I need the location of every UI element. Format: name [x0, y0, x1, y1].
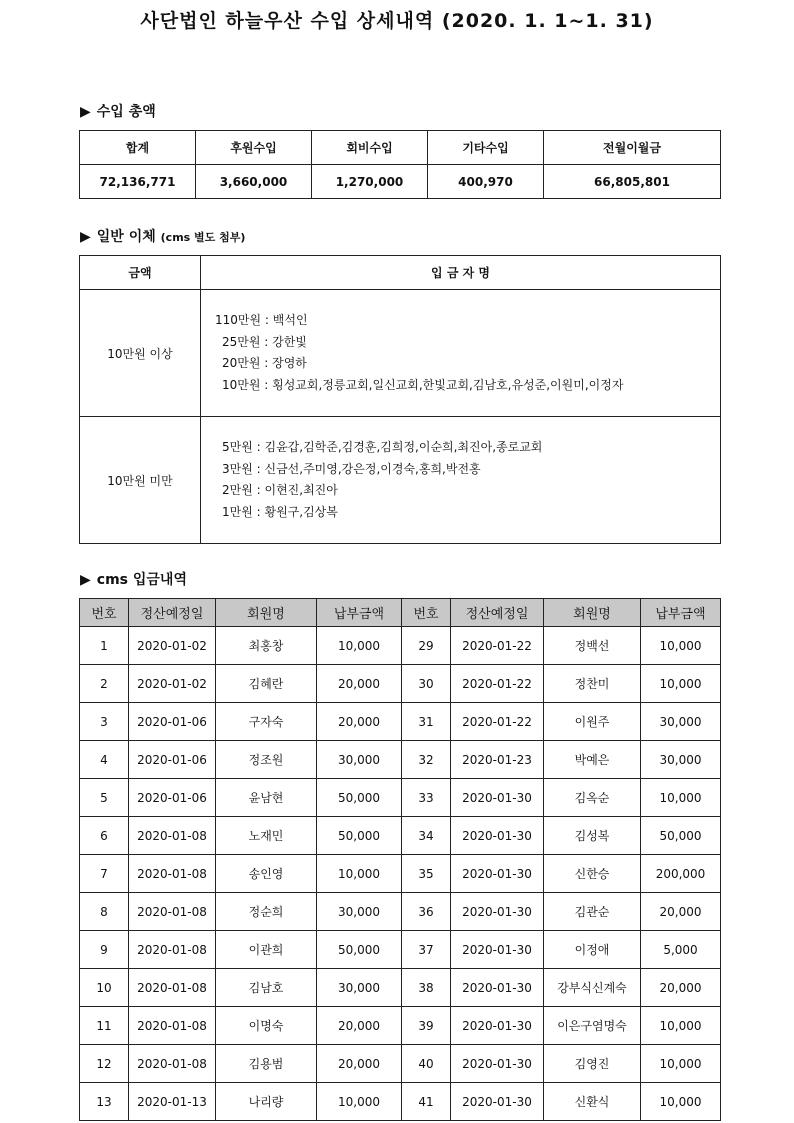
- summary-header-cell: 전월이월금: [544, 131, 721, 165]
- summary-section-label: 수입 총액: [96, 104, 156, 120]
- summary-header-row: [80, 131, 721, 165]
- table-row: [80, 855, 721, 893]
- row-number-cell: 40: [402, 1045, 451, 1083]
- payment-amount-cell: 30,000: [317, 893, 402, 931]
- settlement-date-cell: 2020-01-08: [129, 1045, 216, 1083]
- general-amount-cell: 10만원 이상: [80, 290, 201, 417]
- settlement-date-cell: 2020-01-22: [451, 627, 544, 665]
- payment-amount-cell: 50,000: [317, 779, 402, 817]
- settlement-date-cell: 2020-01-06: [129, 779, 216, 817]
- page-title: 사단법인 하늘우산 수입 상세내역 (2020. 1. 1~1. 31): [140, 10, 654, 32]
- payment-amount-cell: 10,000: [317, 627, 402, 665]
- payment-amount-cell: 10,000: [641, 627, 721, 665]
- row-number-cell: 11: [80, 1007, 129, 1045]
- cms-header-cell: 납부금액: [317, 599, 402, 627]
- donor-line: 10만원 : 횡성교회,정릉교회,일신교회,한빛교회,김남호,유성준,이원미,이정자: [222, 377, 624, 392]
- general-header-cell: 입 금 자 명: [201, 256, 721, 290]
- member-name-cell: 김용범: [216, 1045, 317, 1083]
- settlement-date-cell: 2020-01-30: [451, 1045, 544, 1083]
- member-name-cell: 박예은: [544, 741, 641, 779]
- summary-section-heading: [80, 101, 156, 121]
- table-row: [80, 741, 721, 779]
- table-row: [80, 1045, 721, 1083]
- row-number-cell: 38: [402, 969, 451, 1007]
- donor-line: 1만원 : 황원구,김상복: [222, 504, 338, 519]
- cms-header-cell: 회원명: [216, 599, 317, 627]
- row-number-cell: 37: [402, 931, 451, 969]
- table-row: [80, 931, 721, 969]
- member-name-cell: 김영진: [544, 1045, 641, 1083]
- general-names-cell: [201, 417, 721, 544]
- general-transfer-table: [79, 255, 721, 544]
- row-number-cell: 2: [80, 665, 129, 703]
- donor-line: 20만원 : 장영하: [222, 356, 307, 370]
- settlement-date-cell: 2020-01-30: [451, 931, 544, 969]
- cms-section-heading: [80, 569, 187, 589]
- payment-amount-cell: 20,000: [317, 665, 402, 703]
- member-name-cell: 노재민: [216, 817, 317, 855]
- donor-line: 2만원 : 이현진,최진아: [222, 483, 338, 497]
- payment-amount-cell: 10,000: [641, 1045, 721, 1083]
- settlement-date-cell: 2020-01-02: [129, 665, 216, 703]
- cms-header-cell: 납부금액: [641, 599, 721, 627]
- row-number-cell: 29: [402, 627, 451, 665]
- table-row: [80, 969, 721, 1007]
- payment-amount-cell: 200,000: [641, 855, 721, 893]
- member-name-cell: 이원주: [544, 703, 641, 741]
- triangle-bullet-icon: ▶: [80, 229, 91, 245]
- general-row: [80, 290, 721, 417]
- table-row: [80, 627, 721, 665]
- cms-header-cell: 번호: [402, 599, 451, 627]
- member-name-cell: 김옥순: [544, 779, 641, 817]
- row-number-cell: 39: [402, 1007, 451, 1045]
- cms-deposit-table: [79, 598, 721, 1121]
- general-amount-cell: 10만원 미만: [80, 417, 201, 544]
- cms-header-cell: 정산예정일: [451, 599, 544, 627]
- general-header-row: [80, 256, 721, 290]
- payment-amount-cell: 20,000: [641, 969, 721, 1007]
- settlement-date-cell: 2020-01-02: [129, 627, 216, 665]
- settlement-date-cell: 2020-01-22: [451, 703, 544, 741]
- triangle-bullet-icon: ▶: [80, 104, 91, 120]
- general-section-label: 일반 이체: [96, 229, 156, 245]
- payment-amount-cell: 50,000: [641, 817, 721, 855]
- payment-amount-cell: 30,000: [317, 969, 402, 1007]
- row-number-cell: 1: [80, 627, 129, 665]
- summary-value-cell: 400,970: [428, 165, 544, 199]
- row-number-cell: 4: [80, 741, 129, 779]
- settlement-date-cell: 2020-01-30: [451, 817, 544, 855]
- settlement-date-cell: 2020-01-30: [451, 1007, 544, 1045]
- table-row: [80, 703, 721, 741]
- member-name-cell: 정백선: [544, 627, 641, 665]
- cms-header-cell: 번호: [80, 599, 129, 627]
- table-row: [80, 1083, 721, 1121]
- member-name-cell: 김혜란: [216, 665, 317, 703]
- settlement-date-cell: 2020-01-30: [451, 855, 544, 893]
- summary-value-cell: 66,805,801: [544, 165, 721, 199]
- general-header-cell: 금액: [80, 256, 201, 290]
- donor-line: 3만원 : 신금선,주미영,강은정,이경숙,홍희,박전홍: [222, 461, 481, 476]
- member-name-cell: 구자숙: [216, 703, 317, 741]
- settlement-date-cell: 2020-01-06: [129, 703, 216, 741]
- member-name-cell: 이정애: [544, 931, 641, 969]
- table-row: [80, 1007, 721, 1045]
- settlement-date-cell: 2020-01-30: [451, 1083, 544, 1121]
- payment-amount-cell: 30,000: [317, 741, 402, 779]
- summary-header-cell: 기타수입: [428, 131, 544, 165]
- table-row: [80, 665, 721, 703]
- donor-line: 25만원 : 강한빛: [222, 334, 307, 349]
- payment-amount-cell: 10,000: [641, 665, 721, 703]
- summary-header-cell: 회비수입: [312, 131, 428, 165]
- row-number-cell: 3: [80, 703, 129, 741]
- general-row: [80, 417, 721, 544]
- member-name-cell: 이은구염명숙: [544, 1007, 641, 1045]
- row-number-cell: 33: [402, 779, 451, 817]
- member-name-cell: 김남호: [216, 969, 317, 1007]
- member-name-cell: 김관순: [544, 893, 641, 931]
- member-name-cell: 김성복: [544, 817, 641, 855]
- row-number-cell: 8: [80, 893, 129, 931]
- settlement-date-cell: 2020-01-08: [129, 1007, 216, 1045]
- payment-amount-cell: 5,000: [641, 931, 721, 969]
- cms-table-body: [80, 627, 721, 1121]
- general-section-heading: [80, 226, 245, 246]
- payment-amount-cell: 50,000: [317, 931, 402, 969]
- payment-amount-cell: 20,000: [317, 1007, 402, 1045]
- row-number-cell: 31: [402, 703, 451, 741]
- payment-amount-cell: 20,000: [317, 1045, 402, 1083]
- cms-header-cell: 정산예정일: [129, 599, 216, 627]
- summary-value-cell: 72,136,771: [80, 165, 196, 199]
- donor-line: 110만원 : 백석인: [215, 313, 308, 327]
- table-row: [80, 893, 721, 931]
- settlement-date-cell: 2020-01-23: [451, 741, 544, 779]
- member-name-cell: 신한승: [544, 855, 641, 893]
- row-number-cell: 10: [80, 969, 129, 1007]
- member-name-cell: 최홍창: [216, 627, 317, 665]
- row-number-cell: 9: [80, 931, 129, 969]
- settlement-date-cell: 2020-01-30: [451, 969, 544, 1007]
- payment-amount-cell: 20,000: [641, 893, 721, 931]
- payment-amount-cell: 10,000: [641, 1083, 721, 1121]
- summary-header-cell: 후원수입: [196, 131, 312, 165]
- row-number-cell: 35: [402, 855, 451, 893]
- triangle-bullet-icon: ▶: [80, 572, 91, 588]
- member-name-cell: 이관희: [216, 931, 317, 969]
- row-number-cell: 6: [80, 817, 129, 855]
- donor-line: 5만원 : 김윤갑,김학준,김경훈,김희정,이순희,최진아,종로교회: [222, 440, 543, 454]
- row-number-cell: 7: [80, 855, 129, 893]
- member-name-cell: 강부식신계숙: [544, 969, 641, 1007]
- settlement-date-cell: 2020-01-30: [451, 893, 544, 931]
- row-number-cell: 41: [402, 1083, 451, 1121]
- cms-header-row: [80, 599, 721, 627]
- row-number-cell: 34: [402, 817, 451, 855]
- summary-value-cell: 1,270,000: [312, 165, 428, 199]
- member-name-cell: 정조원: [216, 741, 317, 779]
- summary-value-row: [80, 165, 721, 199]
- row-number-cell: 12: [80, 1045, 129, 1083]
- table-row: [80, 779, 721, 817]
- settlement-date-cell: 2020-01-22: [451, 665, 544, 703]
- member-name-cell: 윤남현: [216, 779, 317, 817]
- payment-amount-cell: 50,000: [317, 817, 402, 855]
- payment-amount-cell: 30,000: [641, 741, 721, 779]
- general-section-note: (cms 별도 첨부): [160, 231, 246, 244]
- settlement-date-cell: 2020-01-08: [129, 931, 216, 969]
- member-name-cell: 신환식: [544, 1083, 641, 1121]
- cms-section-label: cms 입금내역: [96, 572, 187, 588]
- settlement-date-cell: 2020-01-08: [129, 855, 216, 893]
- member-name-cell: 나리량: [216, 1083, 317, 1121]
- summary-value-cell: 3,660,000: [196, 165, 312, 199]
- summary-header-cell: 합계: [80, 131, 196, 165]
- payment-amount-cell: 10,000: [317, 1083, 402, 1121]
- table-row: [80, 817, 721, 855]
- member-name-cell: 송인영: [216, 855, 317, 893]
- payment-amount-cell: 10,000: [317, 855, 402, 893]
- cms-header-cell: 회원명: [544, 599, 641, 627]
- payment-amount-cell: 30,000: [641, 703, 721, 741]
- settlement-date-cell: 2020-01-08: [129, 969, 216, 1007]
- general-names-cell: [201, 290, 721, 417]
- member-name-cell: 이명숙: [216, 1007, 317, 1045]
- settlement-date-cell: 2020-01-13: [129, 1083, 216, 1121]
- member-name-cell: 정순희: [216, 893, 317, 931]
- row-number-cell: 30: [402, 665, 451, 703]
- row-number-cell: 32: [402, 741, 451, 779]
- settlement-date-cell: 2020-01-30: [451, 779, 544, 817]
- payment-amount-cell: 10,000: [641, 1007, 721, 1045]
- settlement-date-cell: 2020-01-06: [129, 741, 216, 779]
- payment-amount-cell: 10,000: [641, 779, 721, 817]
- payment-amount-cell: 20,000: [317, 703, 402, 741]
- row-number-cell: 36: [402, 893, 451, 931]
- settlement-date-cell: 2020-01-08: [129, 893, 216, 931]
- row-number-cell: 5: [80, 779, 129, 817]
- settlement-date-cell: 2020-01-08: [129, 817, 216, 855]
- row-number-cell: 13: [80, 1083, 129, 1121]
- member-name-cell: 정찬미: [544, 665, 641, 703]
- income-summary-table: [79, 130, 721, 199]
